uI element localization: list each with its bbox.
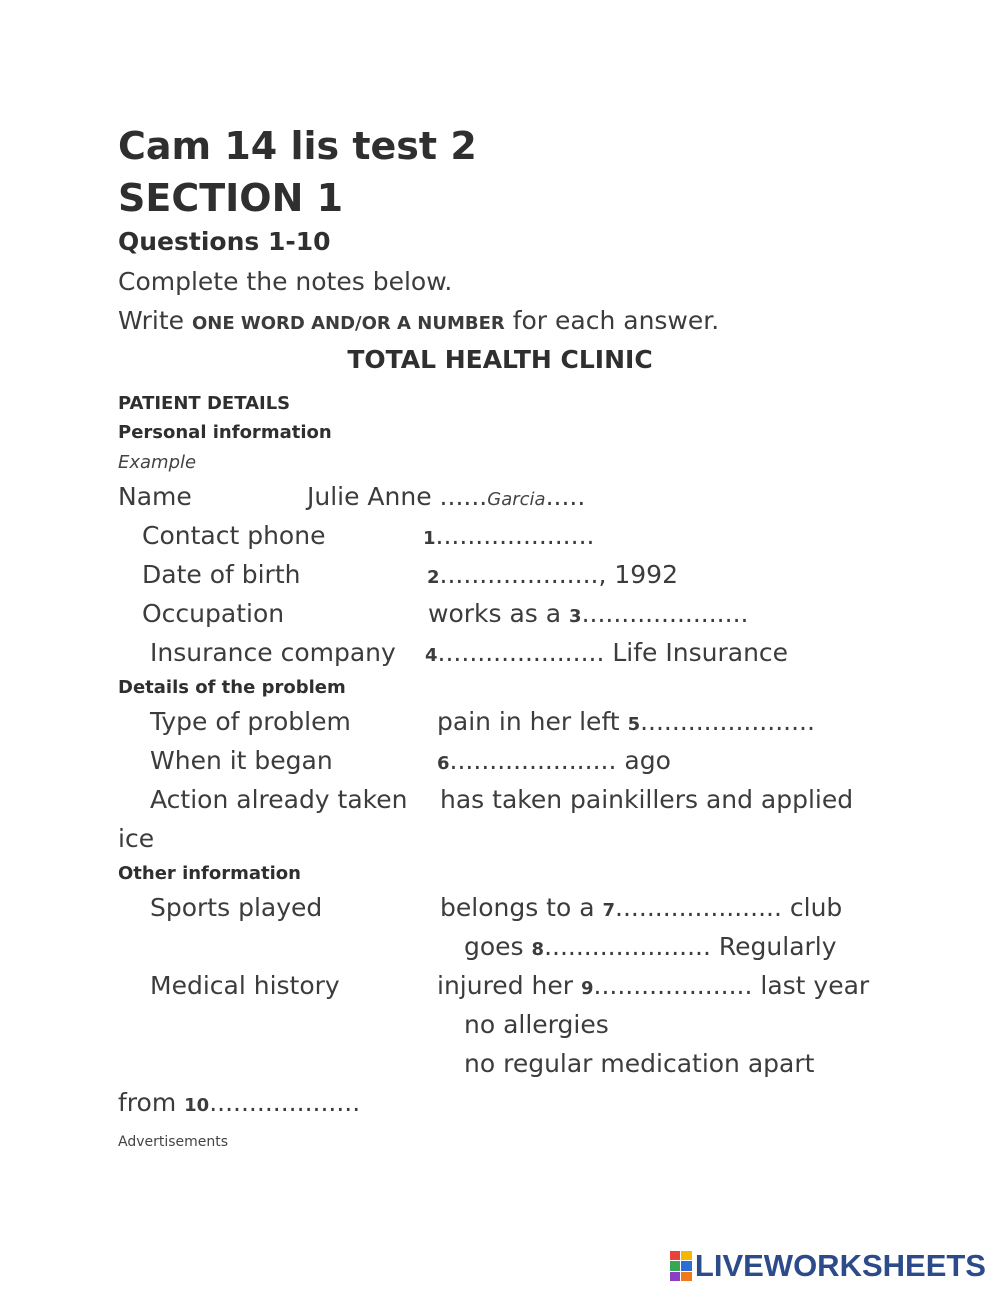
question-number-6: 6 (437, 753, 450, 774)
answer-blank-1[interactable] (423, 521, 594, 550)
clinic-title: TOTAL HEALTH CLINIC (347, 345, 653, 374)
blank-dots-5: ...................... (640, 707, 815, 736)
answer-blank-9[interactable] (437, 971, 869, 1000)
question-number-8: 8 (531, 939, 545, 960)
medical-post: last year (760, 971, 870, 1000)
insurance-label: Insurance company (150, 638, 396, 667)
insurance-post: Life Insurance (612, 638, 789, 667)
blank-dots-9: .................... (593, 971, 753, 1000)
question-number-3: 3 (569, 606, 582, 627)
question-number-1: 1 (423, 528, 436, 549)
blank-dots-1: .................... (435, 521, 595, 550)
questions-heading: Questions 1-10 (118, 227, 331, 256)
question-number-9: 9 (580, 978, 594, 999)
instruction-caps: ONE WORD AND/OR A NUMBER (191, 313, 505, 334)
blank-dots-10: ................... (209, 1088, 361, 1117)
answer-blank-5[interactable] (437, 707, 815, 736)
personal-info-heading: Personal information (118, 422, 332, 443)
contact-label: Contact phone (142, 521, 326, 550)
blank-dots-6: ..................... (449, 746, 617, 775)
liveworksheets-logo[interactable] (670, 1248, 986, 1284)
liveworksheets-logo-icon (670, 1251, 692, 1281)
sports-label: Sports played (150, 893, 323, 922)
sports-pre: belongs to a (440, 893, 595, 922)
instruction-write-pre: Write (118, 306, 185, 335)
goes-post: Regularly (718, 932, 837, 961)
type-label: Type of problem (150, 707, 351, 736)
occupation-label: Occupation (142, 599, 285, 628)
name-value-pre: Julie Anne ...... (307, 482, 488, 511)
instruction-write (118, 306, 719, 335)
blank-dots-2: .................... (439, 560, 599, 589)
occupation-pre: works as a (428, 599, 562, 628)
answer-blank-7[interactable] (440, 893, 842, 922)
question-number-4: 4 (425, 645, 438, 666)
name-value (307, 482, 585, 511)
answer-blank-10[interactable] (118, 1088, 360, 1117)
answer-blank-3[interactable] (428, 599, 748, 628)
question-number-5: 5 (627, 714, 641, 735)
dob-year: , 1992 (598, 560, 678, 589)
liveworksheets-logo-text: LIVEWORKSHEETS (694, 1248, 986, 1283)
answer-blank-8[interactable] (464, 932, 837, 961)
allergies-text: no allergies (464, 1010, 609, 1039)
other-info-heading: Other information (118, 863, 301, 884)
when-post: ago (624, 746, 671, 775)
advertisements-label: Advertisements (118, 1134, 229, 1150)
instruction-complete: Complete the notes below. (118, 267, 453, 296)
answer-blank-2[interactable] (427, 560, 678, 589)
name-value-post: ..... (545, 482, 586, 511)
from-pre: from (118, 1088, 177, 1117)
medication-text: no regular medication apart (464, 1049, 815, 1078)
medical-label: Medical history (150, 971, 340, 1000)
question-number-2: 2 (427, 567, 440, 588)
action-label: Action already taken (150, 785, 408, 814)
question-number-10: 10 (184, 1095, 210, 1116)
blank-dots-8: ..................... (544, 932, 711, 961)
answer-blank-4[interactable] (425, 638, 788, 667)
section-heading: SECTION 1 (118, 176, 344, 220)
blank-dots-3: ..................... (581, 599, 749, 628)
instruction-write-post: for each answer. (512, 306, 720, 335)
name-example-answer: Garcia (487, 489, 546, 510)
action-value: has taken painkillers and applied (440, 785, 854, 814)
name-label: Name (118, 482, 192, 511)
patient-details-heading: PATIENT DETAILS (118, 393, 291, 414)
question-number-7: 7 (602, 900, 616, 921)
problem-heading: Details of the problem (118, 677, 346, 698)
type-pre: pain in her left (437, 707, 620, 736)
sports-post: club (789, 893, 843, 922)
page-title: Cam 14 lis test 2 (118, 124, 477, 168)
when-label: When it began (150, 746, 333, 775)
dob-label: Date of birth (142, 560, 301, 589)
answer-blank-6[interactable] (437, 746, 671, 775)
goes-pre: goes (464, 932, 524, 961)
medical-pre: injured her (437, 971, 574, 1000)
blank-dots-7: ..................... (615, 893, 782, 922)
blank-dots-4: ..................... (437, 638, 605, 667)
example-label: Example (118, 452, 197, 473)
action-value-wrap: ice (118, 824, 155, 853)
